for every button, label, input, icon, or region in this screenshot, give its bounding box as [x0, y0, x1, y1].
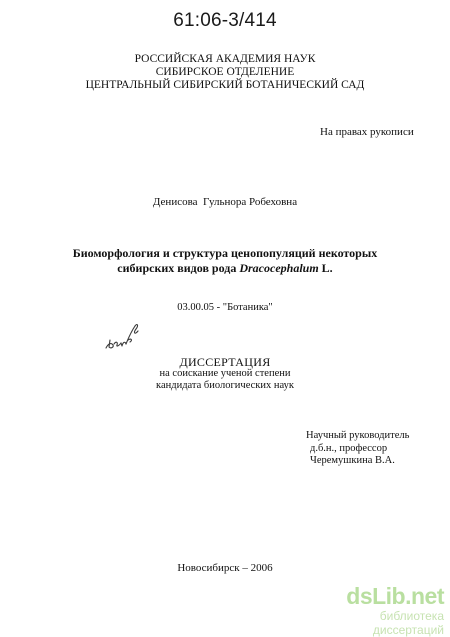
- organization-line-garden: ЦЕНТРАЛЬНЫЙ СИБИРСКИЙ БОТАНИЧЕСКИЙ САД: [85, 79, 365, 91]
- specialty-code: 03.00.05 - "Ботаника": [177, 302, 273, 313]
- city-and-year: Новосибирск – 2006: [177, 562, 273, 574]
- dissertation-label: ДИССЕРТАЦИЯ: [179, 355, 271, 369]
- scientific-advisor: [306, 430, 409, 468]
- manuscript-rights-note: На правах рукописи: [320, 126, 414, 138]
- degree-purpose-line: на соискание ученой степени: [159, 368, 291, 379]
- title-line-2-prefix: сибирских видов рода: [117, 261, 240, 275]
- organization-line-academy: РОССИЙСКАЯ АКАДЕМИЯ НАУК: [134, 53, 316, 65]
- title-genus-name: Dracocephalum: [239, 261, 319, 275]
- dissertation-title: [0, 246, 450, 276]
- advisor-degree: д.б.н., профессор: [310, 442, 388, 454]
- watermark-logo: dsLib.net: [346, 583, 444, 609]
- watermark-caption: библиотека диссертаций: [372, 609, 444, 637]
- advisor-role: Научный руководитель: [306, 430, 410, 441]
- title-line-2-suffix: L.: [318, 261, 333, 275]
- degree-name-line: кандидата биологических наук: [156, 380, 294, 391]
- organization-header: [0, 53, 450, 92]
- handwritten-signature: [102, 318, 146, 354]
- dslib-watermark: [314, 584, 444, 637]
- advisor-name: Черемушкина В.А.: [310, 455, 395, 466]
- dissertation-type-block: [0, 356, 450, 392]
- title-line-1: Биоморфология и структура ценопопуляций некоторых: [72, 246, 378, 260]
- organization-line-branch: СИБИРСКОЕ ОТДЕЛЕНИЕ: [155, 66, 295, 78]
- author-name: Денисова Гульнора Робеховна: [152, 196, 298, 208]
- title-line-2: [0, 261, 450, 276]
- archive-code-stamp: 61:06-3/414: [173, 10, 277, 31]
